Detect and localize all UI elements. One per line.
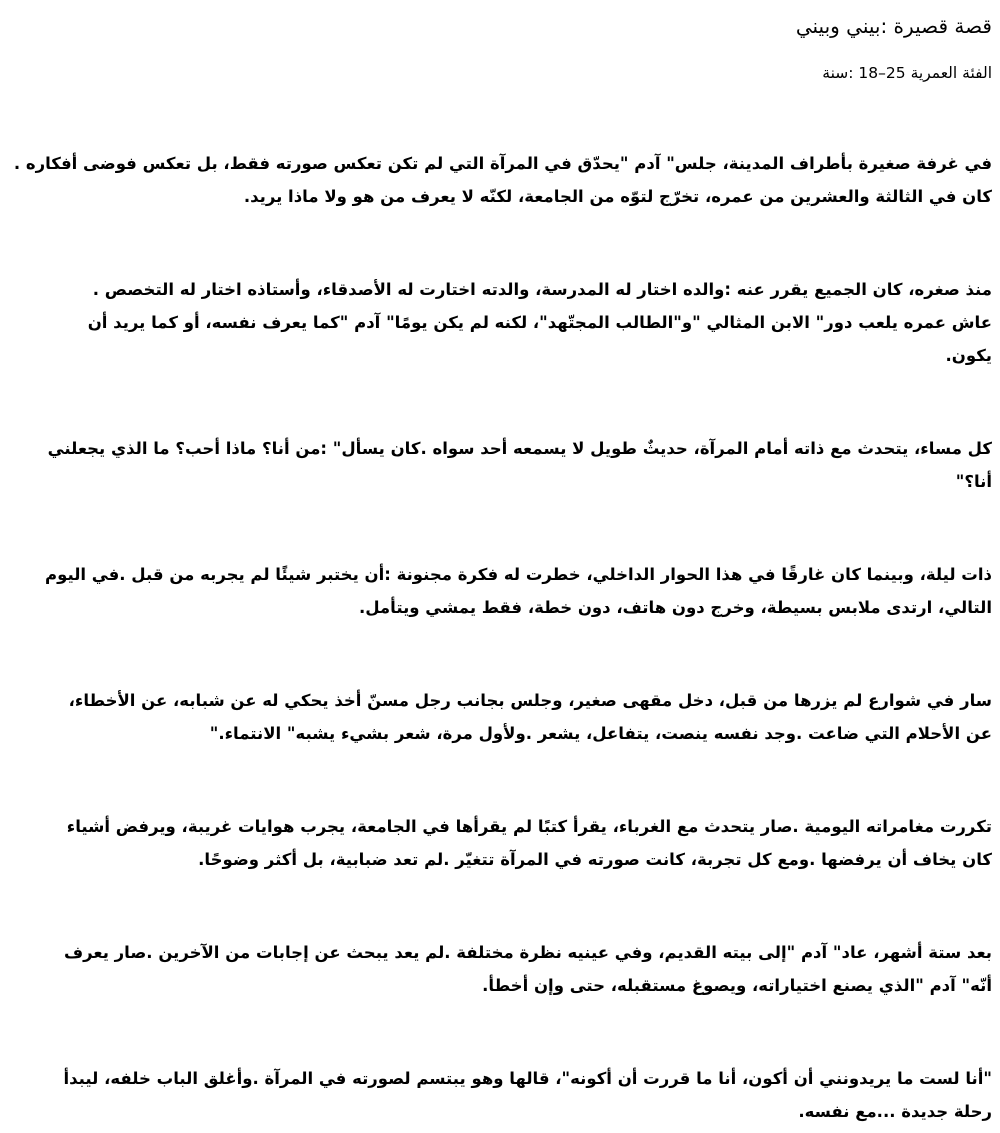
text-line: تكررت مغامراته اليومية .صار يتحدث مع الغرباء، يقرأ كتبًا لم يقرأها في الجامعة، يجرب هوايات غريبة، ويرفض أشياء bbox=[66, 817, 992, 836]
text-line: أنا؟" bbox=[955, 472, 992, 491]
age-range-line: الفئة العمرية 25–18 :سنة bbox=[822, 64, 992, 82]
text-line: كان يخاف أن يرفضها .ومع كل تجربة، كانت صورته في المرآة تتغيّر .لم تعد ضبابية، بل أكثر وضوحًا. bbox=[198, 850, 992, 869]
story-title: قصة قصيرة :بيني وبيني bbox=[795, 14, 992, 38]
text-line: أنّه" آدم "الذي يصنع اختياراته، ويصوغ مستقبله، حتى وإن أخطأ. bbox=[482, 976, 992, 995]
story-paragraph-1 bbox=[6, 147, 992, 213]
text-line: ذات ليلة، وبينما كان غارقًا في هذا الحوار الداخلي، خطرت له فكرة مجنونة :أن يختبر شيئًا لم يجربه من قبل .في اليوم bbox=[45, 565, 992, 584]
story-paragraph-2 bbox=[6, 273, 992, 372]
story-body bbox=[6, 147, 992, 1128]
story-paragraph-5 bbox=[6, 684, 992, 750]
text-line: رحلة جديدة ...مع نفسه. bbox=[798, 1102, 992, 1121]
story-paragraph-6 bbox=[6, 810, 992, 876]
text-line: في غرفة صغيرة بأطراف المدينة، جلس" آدم "يحدّق في المرآة التي لم تكن تعكس صورته فقط، بل تعكس فوضى أفكاره . bbox=[13, 154, 992, 173]
text-line: بعد ستة أشهر، عاد" آدم "إلى بيته القديم، وفي عينيه نظرة مختلفة .لم يعد يبحث عن إجابات من الآخرين .صار يعرف bbox=[63, 943, 992, 962]
story-paragraph-3 bbox=[6, 432, 992, 498]
text-line: كل مساء، يتحدث مع ذاته أمام المرآة، حديثٌ طويل لا يسمعه أحد سواه .كان يسأل" :من أنا؟ ماذا أحب؟ ما الذي يجعلني bbox=[47, 439, 992, 458]
story-paragraph-7 bbox=[6, 936, 992, 1002]
text-line: كان في الثالثة والعشرين من عمره، تخرّج لتوّه من الجامعة، لكنّه لا يعرف من هو ولا ماذا يريد. bbox=[243, 187, 992, 206]
text-line: عن الأحلام التي ضاعت .وجد نفسه ينصت، يتفاعل، يشعر .ولأول مرة، شعر بشيء يشبه" الانتماء." bbox=[209, 724, 992, 743]
text-line: التالي، ارتدى ملابس بسيطة، وخرج دون هاتف، دون خطة، فقط يمشي ويتأمل. bbox=[358, 598, 992, 617]
text-line: يكون. bbox=[945, 346, 992, 365]
story-paragraph-4 bbox=[6, 558, 992, 624]
text-line: منذ صغره، كان الجميع يقرر عنه :والده اختار له المدرسة، والدته اختارت له الأصدقاء، وأستاذه اختار له التخصص . bbox=[92, 280, 992, 299]
text-line: "أنا لست ما يريدونني أن أكون، أنا ما قررت أن أكونه"، قالها وهو يبتسم لصورته في المرآة .وأغلق الباب خلفه، ليبدأ bbox=[63, 1069, 992, 1088]
text-line: سار في شوارع لم يزرها من قبل، دخل مقهى صغير، وجلس بجانب رجل مسنّ أخذ يحكي له عن شبابه، عن الأخطاء، bbox=[68, 691, 992, 710]
text-line: عاش عمره يلعب دور" الابن المثالي "و"الطالب المجتّهد"، لكنه لم يكن يومًا" آدم "كما يعرف نفسه، أو كما يريد أن bbox=[87, 313, 992, 332]
story-paragraph-8 bbox=[6, 1062, 992, 1128]
